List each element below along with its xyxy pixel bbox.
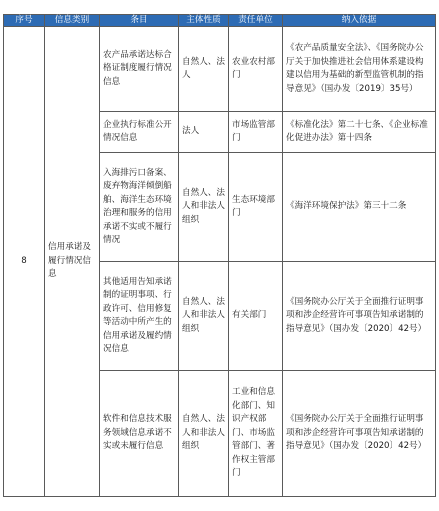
header-row — [4, 15, 436, 27]
subject-cell: 自然人、法人和非法人组织 — [179, 371, 229, 497]
subject-cell: 自然人、法人和非法人组织 — [179, 153, 229, 262]
basis-cell: 《海洋环境保护法》第三十二条 — [283, 153, 436, 262]
credit-info-table — [3, 14, 436, 497]
item-cell: 农产品承诺达标合格证制度履行情况信息 — [100, 27, 179, 112]
header-seq: 序号 — [4, 15, 45, 27]
info-type-cell: 信用承诺及履行情况信息 — [45, 27, 100, 497]
unit-cell: 生态环境部门 — [229, 153, 283, 262]
item-cell: 其他适用告知承诺制的证明事项、行政许可、信用修复等活动中所产生的信用承诺及履约情况信息 — [100, 262, 179, 371]
subject-cell: 法人 — [179, 112, 229, 153]
basis-cell: 《农产品质量安全法》、《国务院办公厅关于加快推进社会信用体系建设构建以信用为基础的新型监管机制的指导意见》（国办发〔2019〕35号） — [283, 27, 436, 112]
unit-cell: 市场监管部门 — [229, 112, 283, 153]
header-item: 条目 — [100, 15, 179, 27]
unit-cell: 工业和信息化部门、知识产权部门、市场监管部门、著作权主管部门 — [229, 371, 283, 497]
item-cell: 软件和信息技术服务领域信息承诺不实或未履行信息 — [100, 371, 179, 497]
basis-cell: 《国务院办公厅关于全面推行证明事项和涉企经营许可事项告知承诺制的指导意见》（国办发〔2020〕42号） — [283, 262, 436, 371]
item-cell: 企业执行标准公开情况信息 — [100, 112, 179, 153]
seq-cell: 8 — [4, 27, 45, 497]
basis-cell: 《标准化法》第二十七条、《企业标准化促进办法》第十四条 — [283, 112, 436, 153]
header-unit: 责任单位 — [229, 15, 283, 27]
header-info-type: 信息类别 — [45, 15, 100, 27]
basis-cell: 《国务院办公厅关于全面推行证明事项和涉企经营许可事项告知承诺制的指导意见》（国办发〔2020〕42号） — [283, 371, 436, 497]
subject-cell: 自然人、法人和非法人组织 — [179, 262, 229, 371]
subject-cell: 自然人、法人 — [179, 27, 229, 112]
table-row — [4, 27, 436, 112]
unit-cell: 有关部门 — [229, 262, 283, 371]
unit-cell: 农业农村部门 — [229, 27, 283, 112]
header-basis: 纳入依据 — [283, 15, 436, 27]
header-subject: 主体性质 — [179, 15, 229, 27]
item-cell: 入海排污口备案、废弃物海洋倾倒船舶、海洋生态环境治理和服务的信用承诺不实或不履行情况 — [100, 153, 179, 262]
